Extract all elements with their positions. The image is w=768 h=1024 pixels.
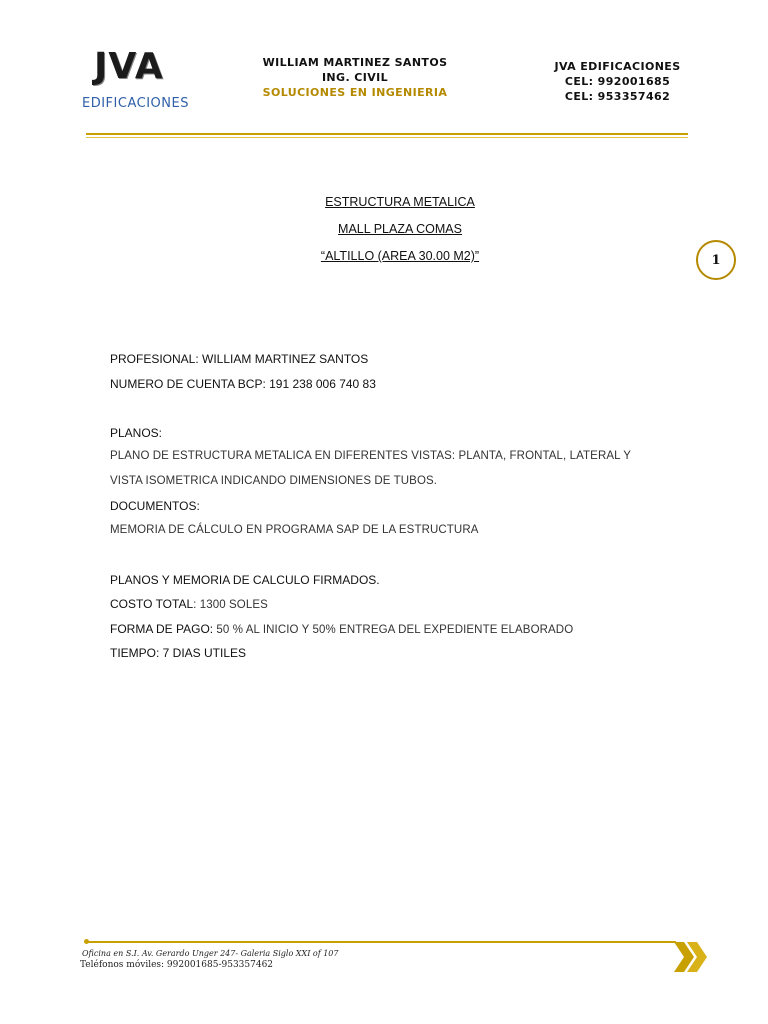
- planos-line-2: VISTA ISOMETRICA INDICANDO DIMENSIONES DE TUBOS.: [110, 475, 438, 487]
- header-name: WILLIAM MARTINEZ SANTOS: [262, 56, 448, 69]
- firmados-line: PLANOS Y MEMORIA DE CALCULO FIRMADOS.: [110, 573, 380, 587]
- header-divider: [86, 133, 688, 135]
- planos-line-1: PLANO DE ESTRUCTURA METALICA EN DIFERENTES VISTAS: PLANTA, FRONTAL, LATERAL Y: [110, 450, 632, 462]
- document-subtitle: MALL PLAZA COMAS: [338, 222, 462, 236]
- document-area: “ALTILLO (AREA 30.00 M2)”: [320, 249, 480, 263]
- page-number-badge: 1: [696, 240, 736, 280]
- header-title: ING. CIVIL: [321, 71, 389, 84]
- header-company: JVA EDIFICACIONES: [554, 60, 681, 73]
- document-title: ESTRUCTURA METALICA: [325, 195, 475, 209]
- double-chevron-right-icon: [672, 940, 710, 979]
- header-divider-secondary: [86, 137, 688, 138]
- pago-line: [110, 622, 573, 636]
- costo-label: COSTO TOTAL: [110, 597, 194, 611]
- pago-value: 50 % AL INICIO Y 50% ENTREGA DEL EXPEDIENTE ELABORADO: [213, 624, 574, 636]
- header-phone-2: CEL: 953357462: [564, 90, 671, 103]
- tiempo-line: TIEMPO: 7 DIAS UTILES: [110, 646, 247, 660]
- planos-heading: PLANOS:: [110, 426, 163, 440]
- account-line: NUMERO DE CUENTA BCP: 191 238 006 740 83: [110, 377, 376, 391]
- header-phone-1: CEL: 992001685: [564, 75, 671, 88]
- footer-phones: Teléfonos móviles: 992001685-953357462: [80, 960, 274, 970]
- footer-divider-dot: [84, 939, 89, 944]
- pago-label: FORMA DE PAGO:: [110, 622, 214, 636]
- logo-subtitle: EDIFICACIONES: [82, 96, 189, 111]
- documentos-heading: DOCUMENTOS:: [110, 499, 200, 513]
- profesional-line: PROFESIONAL: WILLIAM MARTINEZ SANTOS: [110, 352, 369, 366]
- documentos-line: MEMORIA DE CÁLCULO EN PROGRAMA SAP DE LA ESTRUCTURA: [110, 524, 479, 536]
- header-slogan: SOLUCIONES EN INGENIERIA: [262, 86, 448, 99]
- footer-divider: [86, 941, 676, 943]
- logo-text: JVA: [94, 46, 164, 87]
- costo-value: : 1300 SOLES: [193, 599, 268, 611]
- footer-office: Oficina en S.I. Av. Gerardo Unger 247- Galeria Siglo XXI of 107: [82, 949, 339, 958]
- costo-line: [110, 597, 268, 611]
